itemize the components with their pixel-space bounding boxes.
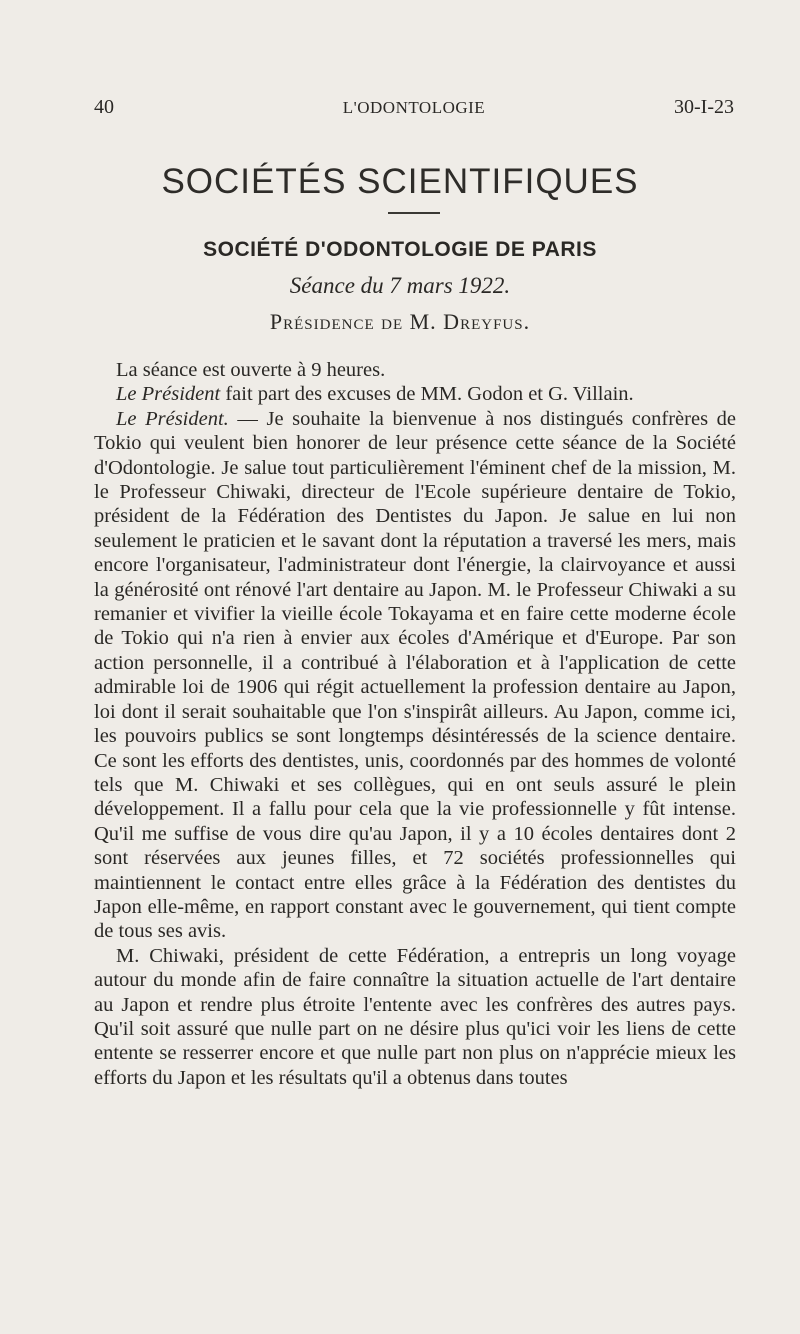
- presidence-line: Présidence de M. Dreyfus.: [269, 309, 531, 334]
- running-head: [94, 96, 734, 124]
- paragraph-text: La séance est ouverte à 9 heures.: [116, 359, 386, 381]
- paragraph: [94, 382, 736, 406]
- society-name: SOCIÉTÉ D'ODONTOLOGIE DE PARIS: [203, 238, 597, 261]
- paragraph: [94, 407, 736, 944]
- section-title: SOCIÉTÉS SCIENTIFIQUES: [161, 162, 639, 201]
- journal-title: L'ODONTOLOGIE: [342, 98, 486, 117]
- paragraph: [94, 944, 736, 1090]
- article-body: [94, 358, 736, 1090]
- issue-date: 30-I-23: [674, 96, 734, 118]
- title-divider: [388, 212, 440, 214]
- speaker-label: Le Président: [116, 383, 221, 406]
- paragraph-text: M. Chiwaki, président de cette Fédération, a entrepris un long voyage autour du monde afin de faire connaître la situation actuelle de l'art dentaire au Japon et rendre plus étroite l'entente avec les confrères des autres pays. Qu'il soit assuré que nulle part on ne désire plus qu'ici voir les liens de cette entente se resserrer encore et que nulle part non plus on n'apprécie mieux les efforts du Japon et les résultats qu'il a obtenus dans toutes: [94, 944, 736, 1089]
- speaker-label: Le Président.: [116, 407, 229, 430]
- session-date: Séance du 7 mars 1922.: [289, 273, 511, 298]
- paragraph: [94, 358, 736, 382]
- paragraph-text: — Je souhaite la bienvenue à nos distingués confrères de Tokio qui veulent bien honorer de leur présence cette séance de la Société d'Odontologie. Je salue tout particulièrement l'éminent chef de la mission, M. le Professeur Chiwaki, directeur de l'Ecole supérieure dentaire de Tokio, président de la Fédération des Dentistes du Japon. Je salue en lui non seulement le praticien et le savant dont la réputation a traversé les mers, mais encore l'organisateur, l'administrateur dont l'énergie, la clairvoyance et aussi la générosité ont rénové l'art dentaire au Japon. M. le Professeur Chiwaki a su remanier et vivifier la vieille école Tokayama et en faire cette moderne école de Tokio qui n'a rien à envier aux écoles d'Amérique et d'Europe. Par son action personnelle, il a contribué à l'élaboration et à l'application de cette admirable loi de 1906 qui régit actuellement la profession dentaire au Japon, loi dont il serait souhaitable que l'on s'inspirât ailleurs. Au Japon, comme ici, les pouvoirs publics se sont longtemps désintéressés de la science dentaire. Ce sont les efforts des dentistes, unis, coordonnés par des hommes de volonté tels que M. Chiwaki et ses collègues, qui en ont seuls assuré le plein développement. Il a fallu pour cela que la vie professionnelle y fût intense. Qu'il me suffise de vous dire qu'au Japon, il y a 10 écoles dentaires dont 2 sont réservées aux jeunes filles, et 72 sociétés professionnelles qui maintiennent le contact entre elles grâce à la Fédération des dentistes du Japon elle-même, en rapport constant avec le gouvernement, qui tient compte de tous ses avis.: [94, 407, 736, 943]
- paragraph-text: fait part des excuses de MM. Godon et G. Villain.: [220, 383, 634, 406]
- page-number: 40: [94, 96, 114, 118]
